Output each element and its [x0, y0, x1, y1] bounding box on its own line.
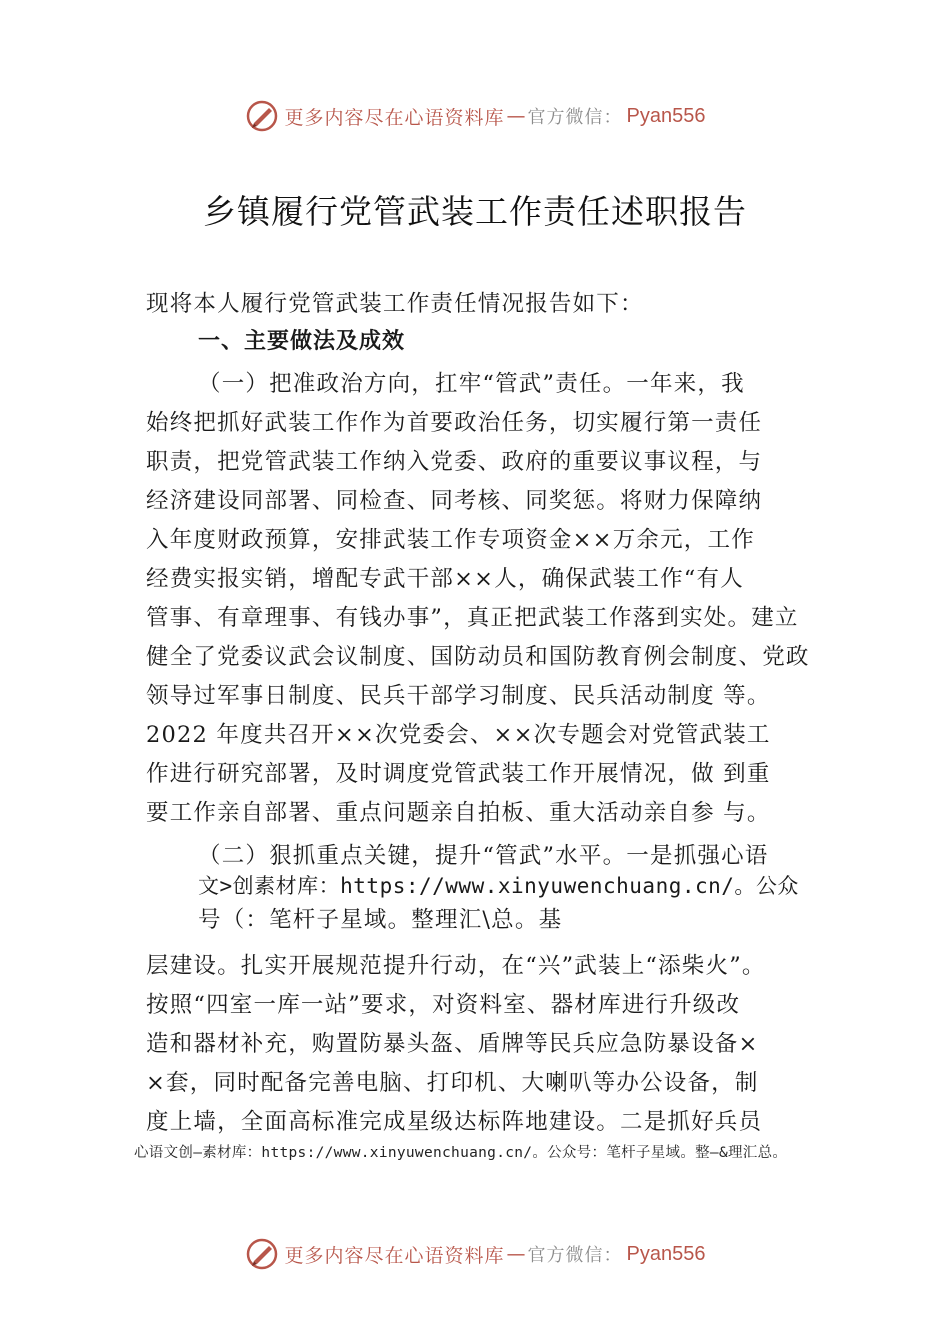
body-line: 按照“四室一库一站”要求，对资料室、器材库进行升级改 [146, 992, 741, 1018]
banner-text: 更多内容尽在心语资料库 [284, 1244, 505, 1267]
body-line: 文>创素材库：https://www.xinyuwenchuang.cn/。公众 [198, 874, 799, 898]
body-line: 领导过军事日制度、民兵干部学习制度、民兵活动制度 等。 [146, 683, 771, 709]
footer-banner [0, 1234, 950, 1274]
banner-wechat-id: Pyan556 [626, 104, 706, 127]
body-line: 号（：笔杆子星域。整理汇\总。基 [198, 907, 563, 933]
header-banner [0, 96, 950, 136]
banner-wechat-id: Pyan556 [626, 1242, 706, 1265]
footnote: 心语文创—素材库：https://www.xinyuwenchuang.cn/。公众号：笔杆子星域。整—&理汇总。 [134, 1145, 788, 1161]
body-line: （二）狠抓重点关键，提升“管武”水平。一是抓强心语 [198, 843, 769, 869]
body-line: ×套，同时配备完善电脑、打印机、大喇叭等办公设备，制 [146, 1070, 759, 1096]
banner-wechat-label: 官方微信： [527, 1245, 623, 1266]
document-title: 乡镇履行党管武装工作责任述职报告 [203, 192, 747, 231]
pen-logo-icon [245, 1237, 279, 1271]
body-line: 层建设。扎实开展规范提升行动，在“兴”武装上“添柴火”。 [146, 953, 766, 979]
pen-logo-icon [245, 99, 279, 133]
body-line: 经济建设同部署、同检查、同考核、同奖惩。将财力保障纳 [146, 488, 763, 514]
intro-paragraph: 现将本人履行党管武装工作责任情况报告如下： [146, 291, 644, 317]
banner-wechat-label: 官方微信： [527, 107, 623, 128]
body-line: 入年度财政预算，安排武装工作专项资金××万余元，工作 [146, 527, 755, 553]
body-line: 健全了党委议武会议制度、国防动员和国防教育例会制度、党政 [146, 644, 810, 670]
body-line: （一）把准政治方向，扛牢“管武”责任。一年来，我 [198, 371, 745, 397]
body-line: 职责，把党管武装工作纳入党委、政府的重要议事议程，与 [146, 449, 763, 475]
banner-separator: — [506, 1243, 526, 1265]
body-line: 经费实报实销，增配专武干部××人，确保武装工作“有人 [146, 566, 744, 592]
body-line: 始终把抓好武装工作作为首要政治任务，切实履行第一责任 [146, 410, 763, 436]
banner-text: 更多内容尽在心语资料库 [284, 106, 505, 129]
banner-separator: — [506, 105, 526, 127]
body-line: 造和器材补充，购置防暴头盔、盾牌等民兵应急防暴设备× [146, 1031, 759, 1057]
body-line: 2022 年度共召开××次党委会、××次专题会对党管武装工 [146, 722, 771, 748]
body-line: 作进行研究部署，及时调度党管武装工作开展情况，做 到重 [146, 761, 771, 787]
body-line: 要工作亲自部署、重点问题亲自拍板、重大活动亲自参 与。 [146, 800, 771, 826]
section-heading: 一、主要做法及成效 [198, 329, 406, 354]
body-line: 管事、有章理事、有钱办事”，真正把武装工作落到实处。建立 [146, 605, 799, 631]
body-line: 度上墙，全面高标准完成星级达标阵地建设。二是抓好兵员 [146, 1109, 763, 1135]
